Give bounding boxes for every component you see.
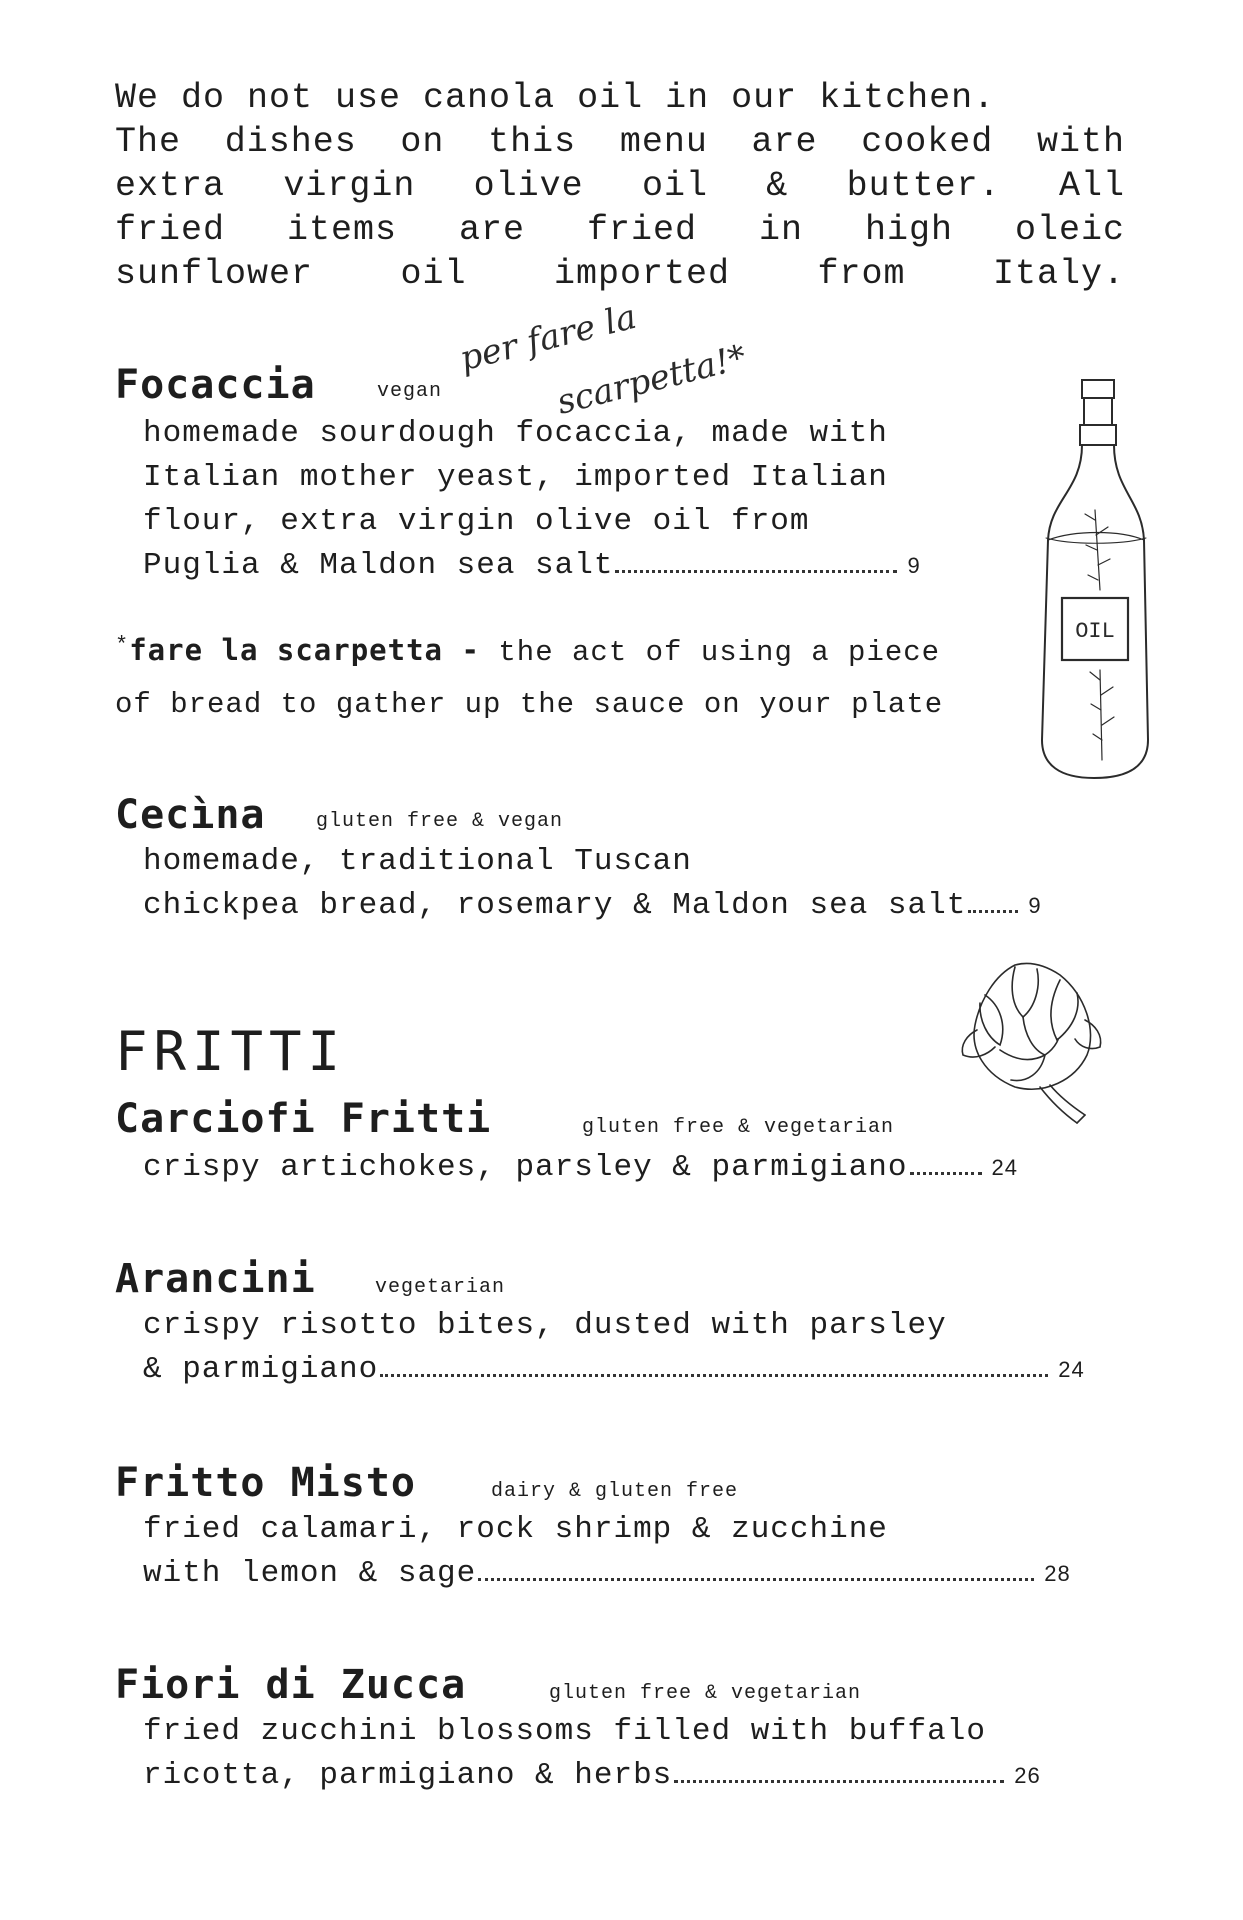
fiori-note: gluten free & vegetarian (549, 1682, 862, 1705)
intro-word: fried (586, 210, 698, 250)
intro-word: dishes (224, 122, 357, 162)
intro-word: cooked (861, 122, 994, 162)
bottle-cork (1082, 380, 1114, 398)
intro-word: are (459, 210, 526, 250)
oil-bottle-illustration (1030, 370, 1160, 790)
cecina-price-row (143, 884, 1042, 928)
fritto-misto-note: dairy & gluten free (491, 1480, 739, 1503)
arancini-title: Arancini (115, 1256, 316, 1302)
script-note-line1: per fare la (455, 296, 641, 380)
intro-line (115, 76, 1125, 120)
focaccia-price-row (143, 544, 921, 588)
intro-word: oleic (1014, 210, 1125, 250)
fiori-description (143, 1710, 1041, 1798)
cecina-description (143, 840, 1042, 928)
footnote-term: fare la scarpetta (129, 633, 444, 667)
fiori-price: 26 (1014, 1763, 1041, 1788)
arancini-description (143, 1304, 1085, 1392)
intro-word: extra (115, 166, 226, 206)
arancini-desc-line: crispy risotto bites, dusted with parsley (143, 1308, 947, 1343)
intro-line (115, 164, 1125, 208)
bottle-label-text: OIL (1075, 619, 1115, 644)
intro-word: with (1036, 122, 1125, 162)
fritto-misto-desc-line: fried calamari, rock shrimp & zucchine (143, 1512, 888, 1547)
focaccia-desc-line: homemade sourdough focaccia, made with (143, 416, 888, 451)
intro-word: butter. (846, 166, 1001, 206)
cecina-title: Cecìna (115, 792, 266, 838)
intro-paragraph (115, 76, 1125, 296)
script-note-line2: scarpetta!* (553, 337, 751, 423)
fritto-misto-title: Fritto Misto (115, 1460, 416, 1506)
fritto-misto-price-row (143, 1552, 1071, 1596)
intro-word: The (115, 122, 182, 162)
carciofi-price-row (143, 1146, 1018, 1190)
focaccia-desc-line: Puglia & Maldon sea salt (143, 548, 614, 583)
intro-word: fried (115, 210, 226, 250)
intro-line (115, 252, 1125, 296)
fritto-misto-description (143, 1508, 1071, 1596)
dot-leader (380, 1374, 1048, 1377)
bottle-neck (1084, 398, 1112, 425)
cecina-note: gluten free & vegan (316, 810, 564, 833)
carciofi-price: 24 (991, 1155, 1019, 1180)
cecina-desc-line: homemade, traditional Tuscan (143, 844, 692, 879)
footnote-dash: - (443, 633, 499, 667)
footnote-text: the act of using a piece (498, 636, 941, 669)
intro-word: on (400, 122, 445, 162)
carciofi-note: gluten free & vegetarian (582, 1116, 895, 1139)
footnote-star: * (115, 633, 130, 658)
carciofi-description (143, 1146, 1018, 1190)
intro-word: items (287, 210, 398, 250)
fiori-title: Fiori di Zucca (115, 1662, 467, 1708)
intro-line (115, 120, 1125, 164)
intro-word: in (758, 210, 803, 250)
intro-word: oil (641, 166, 708, 206)
intro-word: this (488, 122, 577, 162)
arancini-note: vegetarian (375, 1276, 506, 1299)
fritto-misto-price: 28 (1044, 1561, 1071, 1586)
focaccia-desc-line: Italian mother yeast, imported Italian (143, 460, 888, 495)
cecina-price: 9 (1028, 893, 1042, 918)
fiori-desc-line: fried zucchini blossoms filled with buffalo (143, 1714, 986, 1749)
dot-leader (910, 1172, 982, 1175)
arancini-desc-line: & parmigiano (143, 1352, 379, 1387)
focaccia-price: 9 (907, 553, 921, 578)
arancini-price-row (143, 1348, 1085, 1392)
fiori-desc-line: ricotta, parmigiano & herbs (143, 1758, 673, 1793)
carciofi-desc-line: crispy artichokes, parsley & parmigiano (143, 1150, 908, 1185)
intro-word: are (751, 122, 818, 162)
dot-leader (478, 1578, 1034, 1581)
artichoke-head (974, 963, 1090, 1089)
fiori-price-row (143, 1754, 1041, 1798)
intro-line-text: We do not use canola oil in our kitchen. (115, 78, 996, 118)
artichoke-illustration (945, 955, 1115, 1135)
section-title-fritti: FRITTI (115, 1020, 347, 1083)
intro-word: & (766, 166, 789, 206)
dot-leader (968, 910, 1018, 913)
focaccia-desc-line: flour, extra virgin olive oil from (143, 504, 810, 539)
cecina-desc-line: chickpea bread, rosemary & Maldon sea salt (143, 888, 967, 923)
intro-line (115, 208, 1125, 252)
focaccia-note: vegan (377, 380, 443, 403)
intro-word: oil (400, 254, 467, 294)
dot-leader (615, 570, 897, 573)
intro-word: virgin (283, 166, 416, 206)
intro-word: menu (619, 122, 708, 162)
focaccia-description (143, 412, 921, 588)
arancini-price: 24 (1058, 1357, 1085, 1382)
intro-word: olive (473, 166, 584, 206)
footnote-line1 (115, 633, 940, 669)
bottle-body (1042, 445, 1148, 778)
intro-word: Italy. (992, 254, 1125, 294)
intro-word: imported (553, 254, 731, 294)
intro-word: high (864, 210, 953, 250)
intro-word: sunflower (115, 254, 314, 294)
footnote-line2: of bread to gather up the sauce on your plate (115, 688, 944, 721)
dot-leader (674, 1780, 1004, 1783)
intro-word: All (1058, 166, 1125, 206)
artichoke-stem (1040, 1085, 1085, 1123)
focaccia-title: Focaccia (115, 362, 316, 408)
intro-word: from (817, 254, 906, 294)
carciofi-title: Carciofi Fritti (115, 1096, 492, 1142)
fritto-misto-desc-line: with lemon & sage (143, 1556, 477, 1591)
